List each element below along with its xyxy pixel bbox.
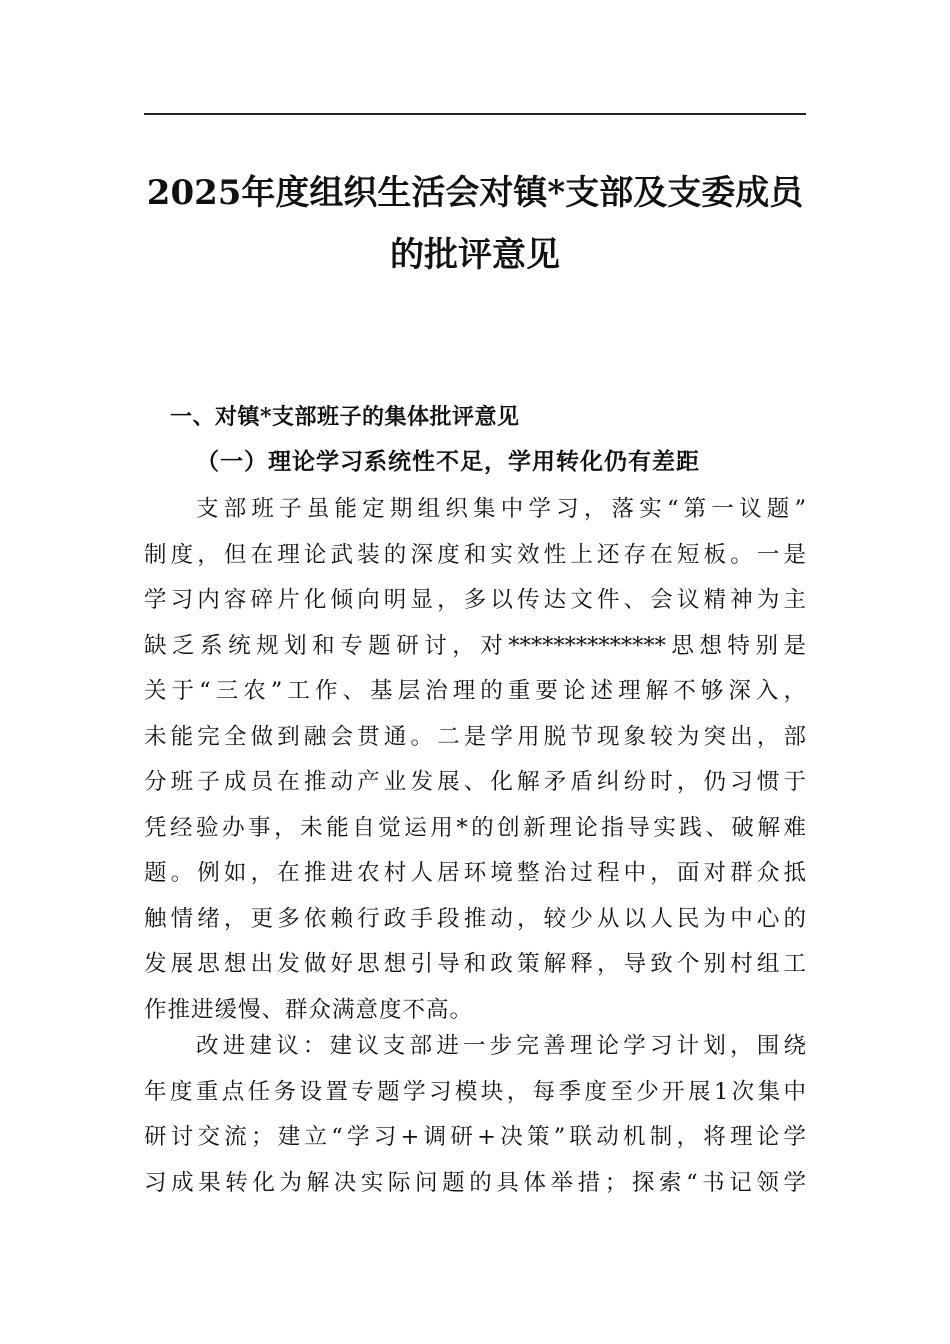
- paragraph-line: 发展思想出发做好思想引导和政策解释，导致个别村组工: [144, 951, 806, 977]
- paragraph-line: 分班子成员在推动产业发展、化解矛盾纠纷时，仍习惯于: [144, 769, 806, 795]
- title-line-2: 的批评意见: [390, 235, 560, 275]
- document-title: [144, 162, 806, 286]
- paragraph-line: 未能完全做到融会贯通。二是学用脱节现象较为突出，部: [144, 723, 806, 750]
- title-line-1: 2025年度组织生活会对镇*支部及支委成员: [146, 173, 804, 213]
- paragraph-line: 作推进缓慢、群众满意度不高。: [144, 996, 474, 1023]
- paragraph-line: 支部班子虽能定期组织集中学习，落实“第一议题”: [196, 496, 806, 522]
- subsection-heading: （一）理论学习系统性不足，学用转化仍有差距: [196, 448, 700, 475]
- paragraph-line: 改进建议：建议支部进一步完善理论学习计划，围绕: [196, 1033, 806, 1059]
- paragraph-line: 年度重点任务设置专题学习模块，每季度至少开展1次集中: [144, 1078, 806, 1105]
- paragraph-line: 学习内容碎片化倾向明显，多以传达文件、会议精神为主: [144, 587, 806, 613]
- paragraph-line: 习成果转化为解决实际问题的具体举措；探索“书记领学: [144, 1169, 806, 1196]
- paragraph-line: 缺乏系统规划和专题研讨，对**************思想特别是: [144, 632, 806, 659]
- paragraph-line: 凭经验办事，未能自觉运用*的创新理论指导实践、破解难: [144, 814, 806, 841]
- paragraph-suggestions: [144, 1024, 806, 1206]
- paragraph-line: 题。例如，在推进农村人居环境整治过程中，面对群众抵: [144, 860, 806, 886]
- section-heading: 一、对镇*支部班子的集体批评意见: [170, 404, 520, 430]
- paragraph-line: 关于“三农”工作、基层治理的重要论述理解不够深入，: [144, 678, 806, 704]
- paragraph-line: 触情绪，更多依赖行政手段推动，较少从以人民为中心的: [144, 905, 806, 932]
- paragraph-line: 制度，但在理论武装的深度和实效性上还存在短板。一是: [144, 541, 806, 568]
- paragraph-line: 研讨交流；建立“学习+调研+决策”联动机制，将理论学: [144, 1124, 806, 1150]
- header-rule: [144, 113, 806, 115]
- paragraph-analysis: [144, 487, 806, 1033]
